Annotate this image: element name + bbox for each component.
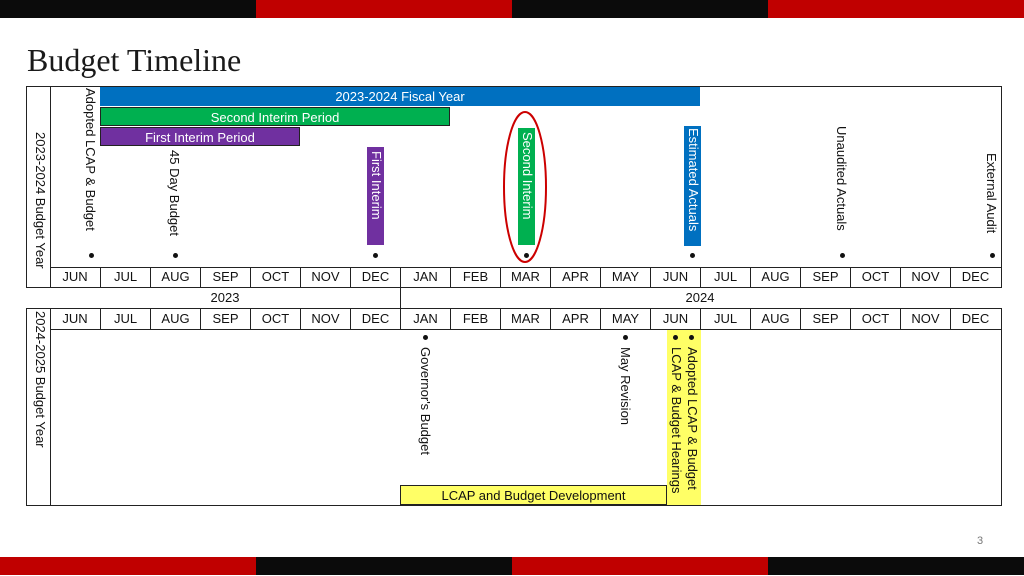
month-cell: MAR [500, 267, 550, 287]
month-cell: FEB [450, 309, 500, 329]
milestone-adopted-lcap-budget-bottom: Adopted LCAP & Budget [685, 347, 700, 490]
month-cell: AUG [150, 267, 200, 287]
month-cell: AUG [750, 267, 800, 287]
month-cell: JAN [400, 309, 450, 329]
month-cell: JUN [650, 309, 700, 329]
bottom-bar-segment [768, 557, 1024, 575]
bullet-icon [673, 335, 678, 340]
month-cell: NOV [300, 309, 350, 329]
milestone-first-interim: First Interim [367, 147, 384, 245]
month-cell: OCT [250, 267, 300, 287]
bullet-icon [690, 253, 695, 258]
lcap-budget-development-bar: LCAP and Budget Development [400, 485, 667, 505]
bullet-icon [990, 253, 995, 258]
month-cell: APR [550, 309, 600, 329]
month-cell: JAN [400, 267, 450, 287]
year-2024-label: 2024 [685, 290, 715, 305]
month-cell: SEP [200, 267, 250, 287]
month-row-top [50, 267, 1000, 287]
top-bar-segment [0, 0, 256, 18]
fiscal-year-bar: 2023-2024 Fiscal Year [100, 87, 700, 106]
month-cell: JUL [100, 267, 150, 287]
month-cell: SEP [800, 309, 850, 329]
milestone-lcap-budget-hearings: LCAP & Budget Hearings [669, 347, 684, 494]
bottom-bar-segment [256, 557, 512, 575]
milestone-45-day-budget: 45 Day Budget [167, 150, 182, 237]
row-label-divider [50, 86, 51, 288]
month-cell: MAY [600, 267, 650, 287]
bullet-icon [623, 335, 628, 340]
month-cell: DEC [950, 309, 1000, 329]
month-cell: MAY [600, 309, 650, 329]
month-cell: JUN [62, 311, 88, 326]
month-row-bottom [50, 309, 1000, 329]
bottom-section-frame [26, 308, 1002, 506]
row-label-bottom: 2024-2025 Budget Year [33, 311, 48, 448]
top-bar-segment [256, 0, 512, 18]
second-interim-period-bar: Second Interim Period [100, 107, 450, 126]
year-2023-label: 2023 [210, 290, 240, 305]
month-cell: DEC [950, 267, 1000, 287]
month-cell: OCT [850, 267, 900, 287]
month-cell: JUN [650, 267, 700, 287]
bullet-icon [840, 253, 845, 258]
row-label-divider [50, 308, 51, 506]
month-cell: MAR [500, 309, 550, 329]
month-cell: SEP [200, 309, 250, 329]
first-interim-period-bar: First Interim Period [100, 127, 300, 146]
milestone-unaudited-actuals: Unaudited Actuals [834, 126, 849, 231]
milestone-adopted-lcap-budget: Adopted LCAP & Budget [83, 88, 98, 231]
month-cell: NOV [900, 309, 950, 329]
month-cell: DEC [350, 267, 400, 287]
month-cell: SEP [800, 267, 850, 287]
month-cell: JUL [100, 309, 150, 329]
month-cell: FEB [450, 267, 500, 287]
bullet-icon [173, 253, 178, 258]
month-cell: NOV [900, 267, 950, 287]
bullet-icon [89, 253, 94, 258]
month-cell: APR [550, 267, 600, 287]
month-cell: JUN [62, 269, 88, 284]
row-label-top: 2023-2024 Budget Year [33, 132, 48, 269]
page-title: Budget Timeline [27, 42, 242, 78]
month-cell: JUL [700, 309, 750, 329]
month-cell: OCT [850, 309, 900, 329]
milestone-external-audit: External Audit [984, 153, 999, 234]
month-cell: NOV [300, 267, 350, 287]
top-bar-segment [512, 0, 768, 18]
milestone-governors-budget: Governor's Budget [418, 347, 433, 455]
month-row-bottom-line [50, 329, 1002, 330]
page-number: 3 [977, 535, 984, 547]
bottom-bar-segment [512, 557, 768, 575]
month-cell: JUL [700, 267, 750, 287]
month-cell: AUG [150, 309, 200, 329]
bullet-icon [689, 335, 694, 340]
bullet-icon [373, 253, 378, 258]
month-cell: OCT [250, 309, 300, 329]
month-cell: AUG [750, 309, 800, 329]
top-bar-segment [768, 0, 1024, 18]
bullet-icon [423, 335, 428, 340]
milestone-may-revision: May Revision [618, 347, 633, 426]
month-cell: DEC [350, 309, 400, 329]
milestone-second-interim: Second Interim [518, 128, 535, 245]
bottom-bar-segment [0, 557, 256, 575]
milestone-estimated-actuals: Estimated Actuals [684, 126, 701, 246]
highlight-circle [500, 108, 550, 266]
